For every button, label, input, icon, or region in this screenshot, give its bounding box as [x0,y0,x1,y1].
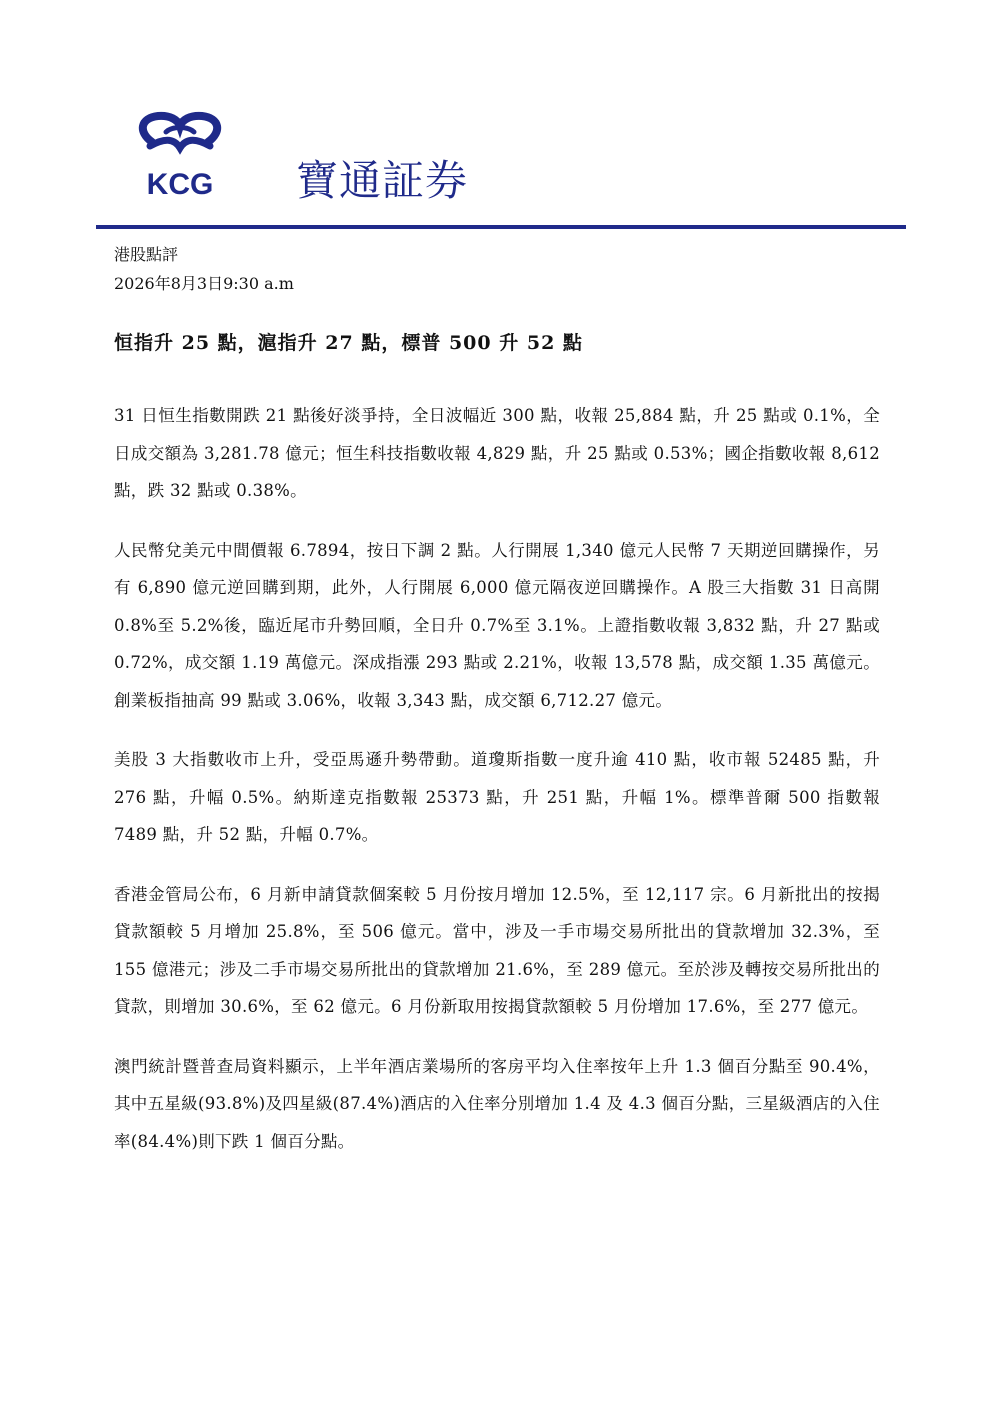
section-label: 港股點評 [114,245,179,264]
header-divider [96,225,906,229]
kcg-logo [130,108,230,200]
logo-text: KCG [146,168,214,200]
report-timestamp: 2026年8月3日9:30 a.m [114,274,294,293]
page-header [130,108,530,208]
article-body [114,397,880,1182]
brand-name: 寶通証券 [296,156,469,205]
paragraph-rmb-a-shares: 人民幣兌美元中間價報 6.7894，按日下調 2 點。人行開展 1,340 億元人民幣 7 天期逆回購操作，另有 6,890 億元逆回購到期，此外，人行開展 6,000 億元隔夜逆回購操作。A 股三大指數 31 日高開 0.8%至 5.2%後，臨近尾市升勢回順，全日升 0.7%至 3.1%。上證指數收報 3,832 點，升 27 點或 0.72%，成交額 1.19 萬億元。深成指漲 293 點或 2.21%，收報 13,578 點，成交額 1.35 萬億元。創業板指抽高 99 點或 3.06%，收報 3,343 點，成交額 6,712.27 億元。 [114,540,880,710]
paragraph-hkma-mortgage: 香港金管局公布，6 月新申請貸款個案較 5 月份按月增加 12.5%，至 12,117 宗。6 月新批出的按揭貸款額較 5 月增加 25.8%，至 506 億元。當中，涉及一手市場交易所批出的貸款增加 32.3%，至 155 億港元；涉及二手市場交易所批出的貸款增加 21.6%，至 289 億元。至於涉及轉按交易所批出的貸款，則增加 30.6%，至 62 億元。6 月份新取用按揭貸款額較 5 月份增加 17.6%，至 277 億元。 [114,884,880,1016]
paragraph-us-stocks: 美股 3 大指數收市上升，受亞馬遜升勢帶動。道瓊斯指數一度升逾 410 點，收市報 52485 點，升 276 點，升幅 0.5%。納斯達克指數報 25373 點，升 251 點，升幅 1%。標準普爾 500 指數報 7489 點，升 52 點，升幅 0.7%。 [114,750,880,844]
paragraph-hk-market: 31 日恒生指數開跌 21 點後好淡爭持，全日波幅近 300 點，收報 25,884 點，升 25 點或 0.1%，全日成交額為 3,281.78 億元；恒生科技指數收報 4,829 點，升 25 點或 0.53%；國企指數收報 8,612 點，跌 32 點或 0.38%。 [114,406,880,500]
document-meta [114,240,294,298]
paragraph-macau-hotels: 澳門統計暨普查局資料顯示，上半年酒店業場所的客房平均入住率按年上升 1.3 個百分點至 90.4%，其中五星級(93.8%)及四星級(87.4%)酒店的入住率分別增加 1.4 及 4.3 個百分點，三星級酒店的入住率(84.4%)則下跌 1 個百分點。 [114,1056,880,1151]
headline: 恒指升 25 點，滬指升 27 點，標普 500 升 52 點 [114,332,583,354]
